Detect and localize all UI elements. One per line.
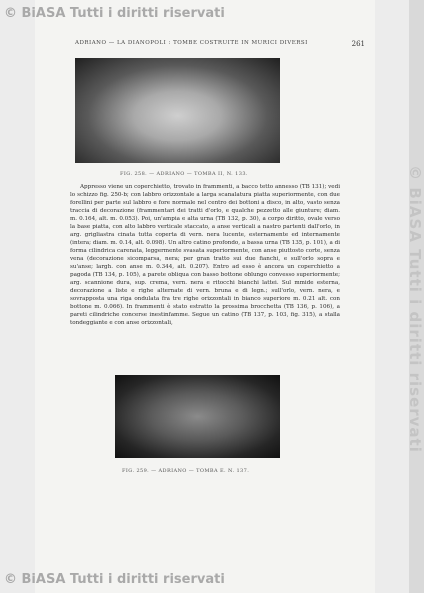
watermark-bottom: © BiASA Tutti i diritti riservati — [4, 572, 225, 587]
body-paragraph: Appresso viene un coperchietto, trovato in frammenti, a bacco tetto annesso (TB 131); vedi lo schizzo fig. 250-b; con labbro orizzontale a larga scanalatura piatta superiormente, con due forellini per parte sul labbro e fore normale nel centro dei bottoni a disco, in alto, vasto senza traccia di decorazione (frammentari dei tratti d'orlo, e qualche pezzetto alle giunture; diam. m. 0.164, alt. m. 0.053). Poi, un'ampia e alta urna (TB 132, p. 30), a corpo diritto, ovalе verso la base piatta, con alto labbro verticale staccato, a anse verticali a nastro partenti dall'orlo, in arg. grigliastra cinata tutta coperta di vern. nera lucente, esternamente ed internamente (intera; diam. m. 0.14, alt. 0.098). Un altro catino profondo, a bassa urna (TB 135, p. 101), a di forma cilindrica carenata, leggermente svasata superiormente, con anse piuttosto corte, senza vena (decorazione sicomparsa, nera; per gran tratto sui due fianchi, e sull'orlo sopra e su'anse; largh. con anse m. 0.344, alt. 0.207). Entro ad esso è ancora un coperchietto a pagoda (TB 134, p. 105), a parete obliqua con basso bottone oblungo convesso superiormente; arg. scannione dura, sup. crema, vern. nera e ritocchi bianchi lattei. Sul mmide esterna, decorazione a liste e righe alternate di vern. bruna e di legn.; sull'orlo, vern. nera, e sovrapposta una riga ondulata fra tre righe orizzontali in bianco superiore m. 0.21 alt. con bottone m. 0.066). In frammenti è stato estratto la prossima brocchetta (TB 136, p. 106), a pareti cilindriche concerse inestinfamme. Segue un catino (TB 137, p. 103, fig. 315), a stalla tondeggiante e con anse orizzontali, — [70, 184, 340, 326]
running-header: ADRIANO — LA DIANOPOLI : TOMBE COSTRUITE IN MURICI DIVERSI — [75, 40, 308, 46]
body-text-block — [70, 183, 340, 327]
watermark-side: © BiASA Tutti i diritti riservati — [406, 165, 424, 453]
figure-caption-1: FIG. 258. — ADRIANO — TOMBA II, N. 133. — [120, 171, 248, 177]
page-number: 261 — [351, 40, 365, 48]
watermark-top: © BiASA Tutti i diritti riservati — [4, 6, 225, 21]
figure-caption-2: FIG. 259. — ADRIANO — TOMBA E. N. 137. — [122, 468, 250, 474]
figure-photo-vessel-2 — [115, 375, 280, 458]
figure-photo-vessel-1 — [75, 58, 280, 163]
